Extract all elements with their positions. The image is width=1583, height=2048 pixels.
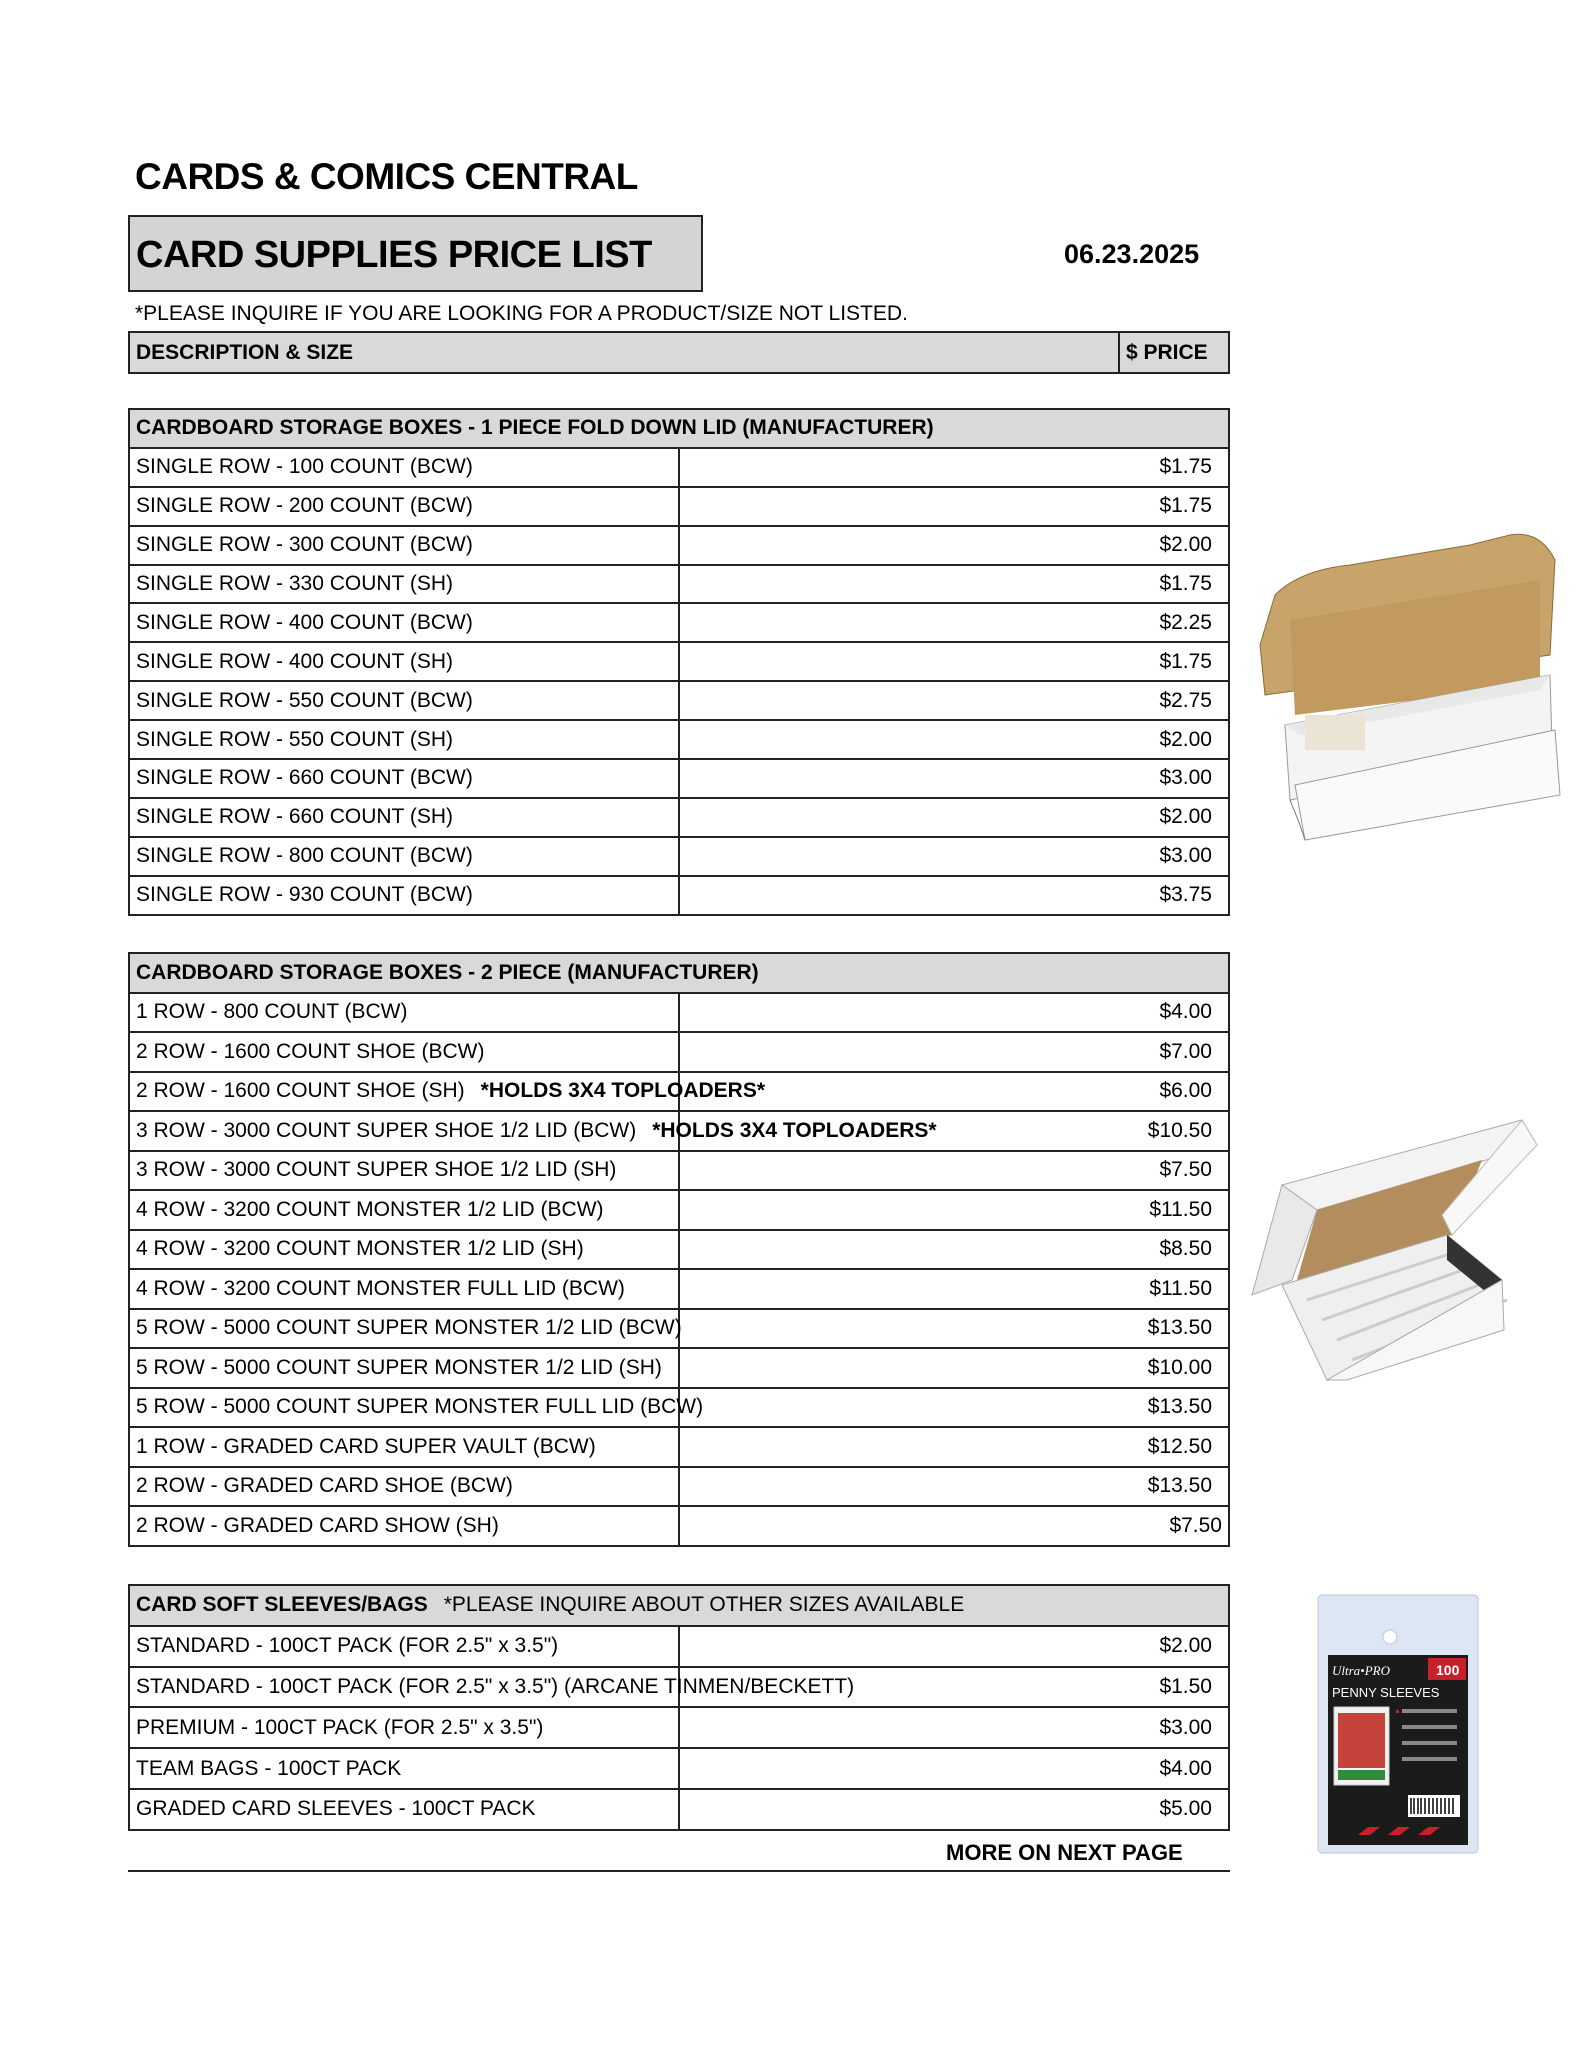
item-note: *HOLDS 3X4 TOPLOADERS* [652,1118,937,1142]
section-header-row [129,409,1229,448]
item-description-cell [129,642,679,681]
brand-logo-text: Ultra•PRO [1332,1663,1390,1678]
item-description: 1 ROW - GRADED CARD SUPER VAULT (BCW) [136,1434,596,1458]
item-price: $6.00 [679,1072,1229,1112]
item-price: $13.50 [679,1388,1229,1428]
item-description-cell [129,876,679,915]
item-price: $2.00 [679,1626,1229,1667]
item-description-cell [129,1269,679,1309]
price-row [129,1388,1229,1428]
item-price: $5.00 [679,1789,1229,1830]
item-description-cell [129,1032,679,1072]
item-price: $13.50 [679,1467,1229,1507]
item-description-cell [129,1309,682,1349]
item-description-cell [129,1626,679,1667]
item-description: STANDARD - 100CT PACK (FOR 2.5" x 3.5") (ARCANE TINMEN/BECKETT) [136,1674,855,1698]
price-row [129,1190,1229,1230]
item-description-cell [129,1348,679,1388]
product-name-text: PENNY SLEEVES [1332,1685,1440,1700]
item-description-cell [129,1748,679,1789]
item-description: 3 ROW - 3000 COUNT SUPER SHOE 1/2 LID (SH) [136,1158,617,1182]
price-row [129,1707,1229,1748]
item-description: 5 ROW - 5000 COUNT SUPER MONSTER 1/2 LID (SH) [136,1355,662,1379]
item-price: $1.75 [679,487,1229,526]
item-description-cell [129,1151,679,1191]
price-row [129,1626,1229,1667]
section-title-note: *PLEASE INQUIRE ABOUT OTHER SIZES AVAILABLE [443,1593,965,1617]
price-row [129,993,1229,1033]
item-description: TEAM BAGS - 100CT PACK [136,1756,402,1780]
item-price: $10.50 [679,1111,1229,1151]
item-price: $11.50 [679,1269,1229,1309]
price-row [129,603,1229,642]
price-list-date: 06.23.2025 [1064,239,1200,269]
item-description: 2 ROW - GRADED CARD SHOE (BCW) [136,1474,513,1498]
item-description-cell [129,526,679,565]
item-description-cell [129,1506,679,1546]
item-description-cell [129,1789,679,1830]
item-description: 4 ROW - 3200 COUNT MONSTER 1/2 LID (SH) [136,1237,584,1261]
company-name: CARDS & COMICS CENTRAL [135,156,638,197]
item-description: 5 ROW - 5000 COUNT SUPER MONSTER FULL LID (BCW) [136,1395,704,1419]
item-price: $4.00 [679,1748,1229,1789]
item-description: GRADED CARD SLEEVES - 100CT PACK [136,1797,536,1821]
price-row [129,720,1229,759]
item-price: $1.75 [679,642,1229,681]
price-row [129,681,1229,720]
item-description-cell [129,448,679,487]
section-header-row [129,953,1229,993]
item-description-cell [129,993,679,1033]
column-header-table [128,331,1230,374]
item-description: SINGLE ROW - 330 COUNT (SH) [136,572,453,595]
item-description-cell [129,681,679,720]
price-row [129,1151,1229,1191]
item-description-cell [129,798,679,837]
item-description: PREMIUM - 100CT PACK (FOR 2.5" x 3.5") [136,1715,544,1739]
one-piece-storage-box-image [1240,525,1565,840]
item-description: SINGLE ROW - 660 COUNT (BCW) [136,766,473,790]
item-description-cell [129,1230,679,1270]
price-row [129,837,1229,876]
price-row [129,1467,1229,1507]
price-row [129,1427,1229,1467]
price-row [129,1072,1229,1112]
price-row [129,487,1229,526]
item-description: SINGLE ROW - 930 COUNT (BCW) [136,883,473,907]
item-description-cell [129,1667,855,1708]
description-column-header: DESCRIPTION & SIZE [129,332,1119,373]
price-row [129,1789,1229,1830]
price-row [129,642,1229,681]
inquiry-note: *PLEASE INQUIRE IF YOU ARE LOOKING FOR A PRODUCT/SIZE NOT LISTED. [135,302,908,325]
item-description-cell [129,1707,679,1748]
item-price: $13.50 [679,1309,1229,1349]
price-row [129,565,1229,604]
bottom-divider [128,1870,1230,1872]
price-row [129,759,1229,798]
item-price: $10.00 [679,1348,1229,1388]
pack-count-text: 100 [1436,1662,1460,1678]
page-title-box [128,215,703,292]
price-row [129,1230,1229,1270]
item-description-cell [129,565,679,604]
item-description: SINGLE ROW - 100 COUNT (BCW) [136,455,473,479]
item-price: $1.75 [679,565,1229,604]
section-two-piece-boxes [128,952,1230,1547]
item-price: $1.50 [679,1667,1229,1708]
section-title: CARD SOFT SLEEVES/BAGS [136,1593,428,1617]
item-description-cell [129,1427,679,1467]
section-header-row [129,1585,1229,1626]
item-description: 2 ROW - 1600 COUNT SHOE (BCW) [136,1039,485,1063]
price-row [129,1506,1229,1546]
page-title: CARD SUPPLIES PRICE LIST [136,234,652,276]
item-price: $4.00 [679,993,1229,1033]
item-description-cell [129,759,679,798]
item-description: SINGLE ROW - 400 COUNT (SH) [136,649,453,673]
item-description: SINGLE ROW - 800 COUNT (BCW) [136,844,473,868]
item-price: $1.75 [679,448,1229,487]
item-note: *HOLDS 3X4 TOPLOADERS* [480,1079,766,1103]
item-description: SINGLE ROW - 200 COUNT (BCW) [136,494,473,518]
item-price: $2.75 [679,681,1229,720]
item-price: $11.50 [679,1190,1229,1230]
item-price: $8.50 [679,1230,1229,1270]
item-price: $7.00 [679,1032,1229,1072]
item-price: $3.00 [679,1707,1229,1748]
price-row [129,1667,1229,1708]
price-row [129,876,1229,915]
item-description: 5 ROW - 5000 COUNT SUPER MONSTER 1/2 LID (BCW) [136,1316,682,1340]
price-row [129,526,1229,565]
section-title: CARDBOARD STORAGE BOXES - 1 PIECE FOLD DOWN LID (MANUFACTURER) [129,409,1229,448]
item-description: STANDARD - 100CT PACK (FOR 2.5" x 3.5") [136,1634,559,1658]
multi-row-storage-box-image [1252,1115,1557,1380]
price-row [129,1111,1229,1151]
item-description-cell [129,1388,704,1428]
item-description: 2 ROW - 1600 COUNT SHOE (SH) [136,1079,465,1103]
item-description-cell [129,487,679,526]
section-soft-sleeves [128,1584,1230,1831]
item-price: $2.25 [679,603,1229,642]
section-title-cell [129,1585,1229,1626]
item-description: 2 ROW - GRADED CARD SHOW (SH) [136,1513,499,1537]
item-price: $7.50 [679,1151,1229,1191]
item-price: $12.50 [679,1427,1229,1467]
item-description: SINGLE ROW - 300 COUNT (BCW) [136,533,473,557]
price-row [129,1032,1229,1072]
item-price: $2.00 [679,526,1229,565]
item-description-cell [129,837,679,876]
item-description: 1 ROW - 800 COUNT (BCW) [136,1000,408,1024]
item-description-cell [129,1190,679,1230]
price-row [129,1748,1229,1789]
item-description-cell [129,720,679,759]
item-description-cell [129,1111,937,1151]
item-price: $2.00 [679,720,1229,759]
item-description-cell [129,1072,766,1112]
item-price: $3.00 [679,759,1229,798]
more-on-next-page: MORE ON NEXT PAGE [946,1840,1183,1865]
item-description: SINGLE ROW - 550 COUNT (SH) [136,727,453,751]
item-price: $2.00 [679,798,1229,837]
item-description: 4 ROW - 3200 COUNT MONSTER 1/2 LID (BCW) [136,1197,604,1221]
price-row [129,798,1229,837]
item-price: $3.75 [679,876,1229,915]
section-title: CARDBOARD STORAGE BOXES - 2 PIECE (MANUFACTURER) [129,953,1229,993]
item-description: SINGLE ROW - 400 COUNT (BCW) [136,610,473,634]
penny-sleeves-pack-image [1318,1595,1480,1855]
price-row [129,1309,1229,1349]
column-header-row [129,332,1229,373]
price-row [129,448,1229,487]
price-row [129,1269,1229,1309]
item-description: 4 ROW - 3200 COUNT MONSTER FULL LID (BCW) [136,1276,625,1300]
price-row [129,1348,1229,1388]
item-price: $7.50 [679,1506,1229,1546]
price-column-header: $ PRICE [1119,332,1229,373]
item-description-cell [129,1467,679,1507]
item-price: $3.00 [679,837,1229,876]
item-description: SINGLE ROW - 550 COUNT (BCW) [136,688,473,712]
section-one-piece-boxes [128,408,1230,916]
item-description: 3 ROW - 3000 COUNT SUPER SHOE 1/2 LID (BCW) [136,1118,637,1142]
item-description: SINGLE ROW - 660 COUNT (SH) [136,805,453,829]
item-description-cell [129,603,679,642]
